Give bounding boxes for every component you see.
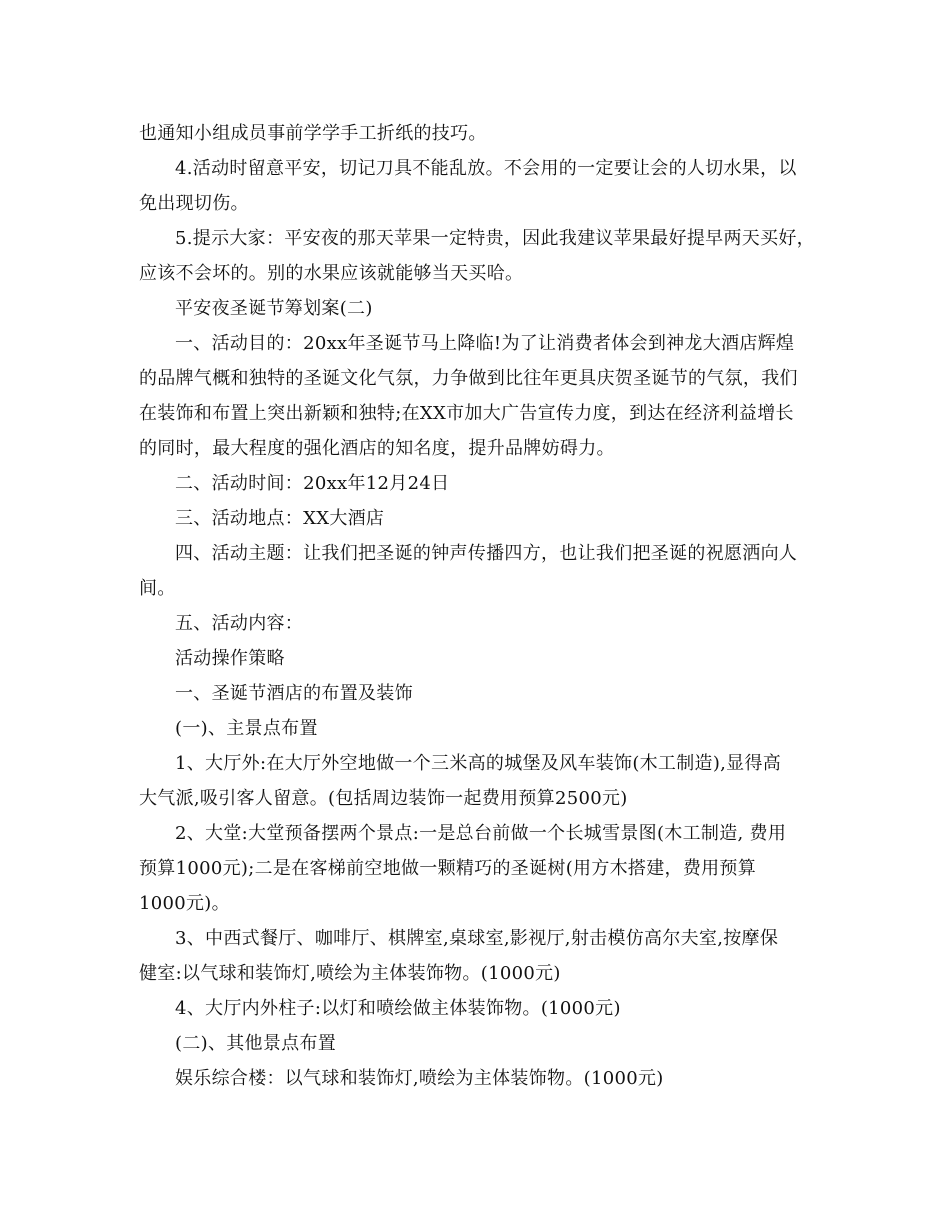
text-line: 三、活动地点：XX大酒店: [175, 508, 385, 529]
section-heading: 平安夜圣诞节筹划案(二): [175, 298, 373, 319]
text-line: 一、活动目的：20xx年圣诞节马上降临!为了让消费者体会到神龙大酒店辉煌: [175, 333, 795, 354]
text-line: 4、大厅内外柱子:以灯和喷绘做主体装饰物。(1000元): [175, 998, 621, 1019]
text-line: 在装饰和布置上突出新颖和独特;在XX市加大广告宣传力度，到达在经济利益增长: [139, 403, 794, 424]
text-line: 1000元)。: [139, 893, 230, 914]
text-line: 预算1000元);二是在客梯前空地做一颗精巧的圣诞树(用方木搭建，费用预算: [139, 858, 757, 879]
text-line: 也通知小组成员事前学学手工折纸的技巧。: [139, 123, 487, 144]
text-line: 娱乐综合楼：以气球和装饰灯,喷绘为主体装饰物。(1000元): [175, 1068, 664, 1089]
text-line: 四、活动主题：让我们把圣诞的钟声传播四方，也让我们把圣诞的祝愿洒向人: [175, 543, 798, 564]
text-line: 五、活动内容：: [175, 613, 304, 634]
text-line: 一、圣诞节酒店的布置及装饰: [175, 683, 413, 704]
text-line: (一)、主景点布置: [175, 718, 318, 739]
text-line: 5.提示大家：平安夜的那天苹果一定特贵，因此我建议苹果最好提早两天买好，: [175, 228, 815, 249]
text-line: (二)、其他景点布置: [175, 1033, 337, 1054]
text-line: 应该不会坏的。别的水果应该就能够当天买哈。: [139, 263, 524, 284]
text-line: 3、中西式餐厅、咖啡厅、棋牌室,桌球室,影视厅,射击模仿高尔夫室,按摩保: [175, 928, 779, 949]
text-line: 大气派,吸引客人留意。(包括周边装饰一起费用预算2500元): [139, 788, 628, 809]
text-line: 活动操作策略: [175, 648, 285, 669]
text-line: 的品牌气概和独特的圣诞文化气氛，力争做到比往年更具庆贺圣诞节的气氛，我们: [139, 368, 798, 389]
text-line: 健室:以气球和装饰灯,喷绘为主体装饰物。(1000元): [139, 963, 561, 984]
text-line: 二、活动时间：20xx年12月24日: [175, 473, 450, 494]
text-line: 间。: [139, 578, 176, 599]
text-line: 4.活动时留意平安，切记刀具不能乱放。不会用的一定要让会的人切水果，以: [175, 158, 797, 179]
text-line: 免出现切伤。: [139, 193, 249, 214]
text-line: 2、大堂:大堂预备摆两个景点:一是总台前做一个长城雪景图(木工制造, 费用: [175, 823, 787, 844]
text-line: 的同时，最大程度的强化酒店的知名度，提升品牌妨碍力。: [139, 438, 615, 459]
text-line: 1、大厅外:在大厅外空地做一个三米高的城堡及风车装饰(木工制造),显得高: [175, 753, 782, 774]
